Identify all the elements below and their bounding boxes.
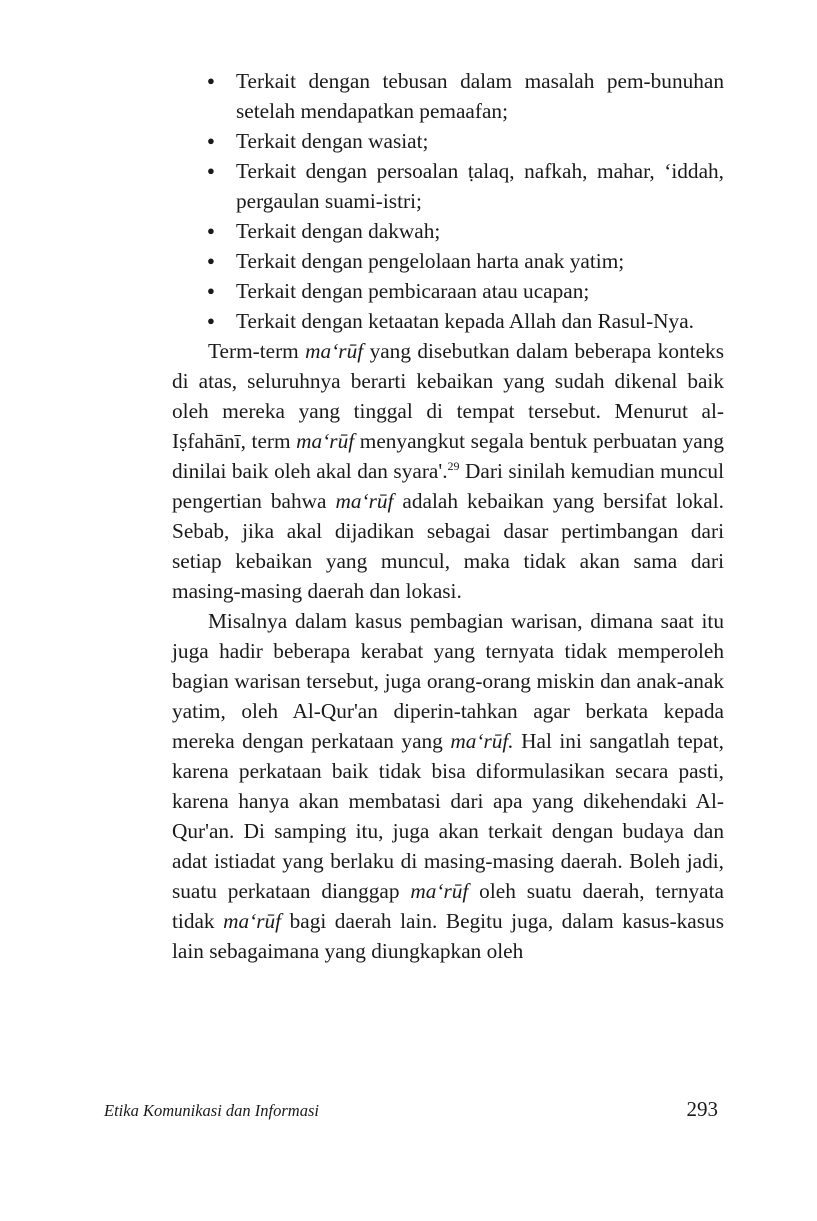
list-item: ● Terkait dengan persoalan ṭalaq, nafkah, mahar, ‘iddah, pergaulan suami-istri; <box>172 156 724 216</box>
text-run: Term-term <box>208 339 306 363</box>
page-body <box>172 66 724 966</box>
paragraph <box>172 606 724 966</box>
arabic-term: ma‘rūf <box>410 879 469 903</box>
text-run: adalah kebaikan yang bersifat lokal. Sebab, jika akal dijadikan sebagai dasar pertimbangan dari setiap kebaikan yang muncul, maka tidak akan sama dari masing-masing daerah dan lokasi. <box>172 489 725 603</box>
text-run: Hal ini sangatlah tepat, karena perkataan baik tidak bisa diformulasikan secara pasti, karena hanya akan membatasi dari apa yang dikehendaki Al-Qur'an. Di samping itu, juga akan terkait dengan budaya dan adat istiadat yang berlaku di masing-masing daerah. Boleh jadi, suatu perkataan dianggap <box>172 729 725 903</box>
list-item: ● Terkait dengan pembicaraan atau ucapan; <box>172 276 724 306</box>
page-number: 293 <box>686 1097 718 1121</box>
arabic-term: ma‘rūf <box>223 909 282 933</box>
list-item: ● Terkait dengan ketaatan kepada Allah dan Rasul-Nya. <box>172 306 724 336</box>
text-run: bagi daerah lain. Begitu juga, dalam kasus-kasus lain sebagaimana yang diungkapkan oleh <box>172 909 724 963</box>
arabic-term: ma‘rūf <box>335 489 394 513</box>
bullet-list <box>172 66 724 336</box>
arabic-term: ma‘rūf. <box>450 729 514 753</box>
page-footer <box>104 1097 718 1123</box>
text-run: Dari sinilah kemudian muncul pengertian bahwa <box>172 459 724 513</box>
text-run: menyangkut segala bentuk perbuatan yang dinilai baik oleh akal dan syara'. <box>172 429 725 483</box>
footnote-marker[interactable]: 29 <box>447 459 460 473</box>
arabic-term: ma‘rūf <box>296 429 355 453</box>
list-item: ● Terkait dengan wasiat; <box>172 126 724 156</box>
running-title: Etika Komunikasi dan Informasi <box>104 1101 319 1120</box>
list-item: ● Terkait dengan pengelolaan harta anak yatim; <box>172 246 724 276</box>
text-run: yang disebutkan dalam beberapa konteks di atas, seluruhnya berarti kebaikan yang sudah dikenal baik oleh mereka yang tinggal di tempat tersebut. Menurut al-Iṣfahānī, term <box>172 339 724 453</box>
list-item: ● Terkait dengan tebusan dalam masalah pem-bunuhan setelah mendapatkan pemaafan; <box>172 66 724 126</box>
text-run: oleh suatu daerah, ternyata tidak <box>172 879 724 933</box>
list-item: ● Terkait dengan dakwah; <box>172 216 724 246</box>
text-run: Misalnya dalam kasus pembagian warisan, dimana saat itu juga hadir beberapa kerabat yang ternyata tidak memperoleh bagian warisan tersebut, juga orang-orang miskin dan anak-anak yatim, oleh Al-Qur'an diperin-tahkan agar berkata kepada mereka dengan perkataan yang <box>172 609 724 753</box>
arabic-term: ma‘rūf <box>305 339 364 363</box>
paragraph <box>172 336 724 606</box>
